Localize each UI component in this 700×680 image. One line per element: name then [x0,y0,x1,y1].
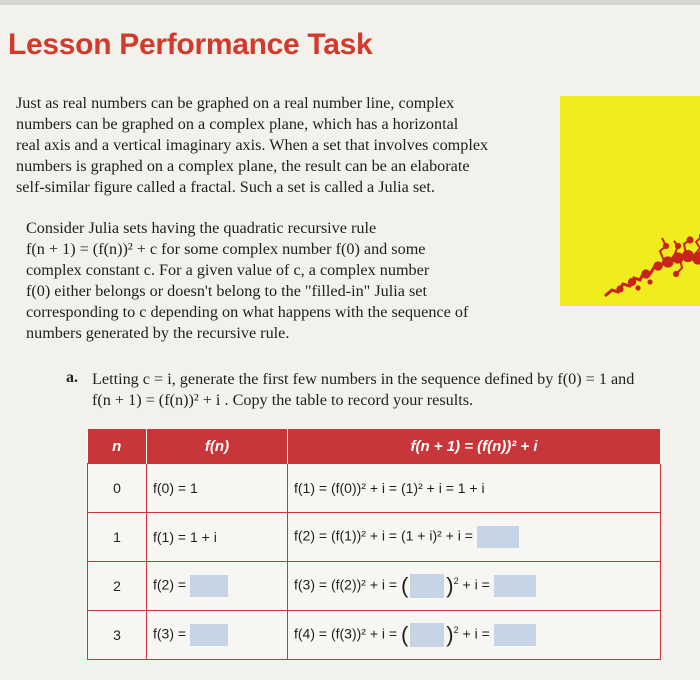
question-line: f(n + 1) = (f(n))² + i . Copy the table to record your results. [92,391,474,409]
fn-text: f(3) = [153,625,187,642]
rule-text: f(4) = (f(3))² + i = [294,625,398,642]
cell-n: 3 [88,611,147,660]
question-label: a. [66,369,78,386]
julia-line: f(n + 1) = (f(n))² + c for some complex number f(0) and some [26,240,426,258]
fractal-graphic [560,96,700,306]
column-header-n: n [88,429,147,464]
julia-line: numbers generated by the recursive rule. [26,324,290,342]
cell-rule [288,513,661,562]
cell-n: 1 [88,513,147,562]
julia-line: f(0) either belongs or doesn't belong to the "filled-in" Julia set [26,282,427,300]
julia-line: complex constant c. For a given value of c, a complex number [26,261,430,279]
intro-line: numbers is graphed on a complex plane, the result can be an elaborate [16,157,470,175]
rule-text: f(2) = (f(1))² + i = (1 + i)² + i = [294,527,473,544]
intro-line: self-similar figure called a fractal. Such a set is called a Julia set. [16,178,435,196]
results-table [87,429,661,660]
cell-n: 2 [88,562,147,611]
close-paren: ) [446,622,454,647]
cell-rule [288,611,661,660]
table-row [88,562,661,611]
answer-input-box[interactable] [410,623,444,647]
julia-line: Consider Julia sets having the quadratic recursive rule [26,219,377,237]
cell-fn [147,611,288,660]
answer-input-box[interactable] [494,624,536,646]
open-paren: ( [400,573,409,598]
column-header-fn: f(n) [147,429,288,464]
cell-rule: f(1) = (f(0))² + i = (1)² + i = 1 + i [288,464,661,513]
julia-fractal-image [560,96,700,306]
rule-text: f(3) = (f(2))² + i = [294,576,398,593]
page-title: Lesson Performance Task [8,28,373,61]
answer-input-box[interactable] [190,575,228,597]
rule-text: + i = [462,576,490,593]
table-header-row [88,429,661,464]
cell-fn: f(0) = 1 [147,464,288,513]
answer-input-box[interactable] [494,575,536,597]
intro-line: numbers can be graphed on a complex plane, which has a horizontal [16,115,459,133]
intro-line: real axis and a vertical imaginary axis. When a set that involves complex [16,136,489,154]
page-edge [0,0,700,5]
intro-line: Just as real numbers can be graphed on a real number line, complex [16,94,455,112]
table-row [88,611,661,660]
table-row [88,464,661,513]
cell-n: 0 [88,464,147,513]
question-line: Letting c = i, generate the first few numbers in the sequence defined by f(0) = 1 and [92,370,635,388]
exponent: 2 [453,576,459,587]
answer-input-box[interactable] [410,574,444,598]
open-paren: ( [400,622,409,647]
cell-rule [288,562,661,611]
table-row [88,513,661,562]
answer-input-box[interactable] [190,624,228,646]
cell-fn [147,562,288,611]
fn-text: f(2) = [153,576,187,593]
question-text [92,369,700,411]
julia-paragraph [26,218,546,344]
close-paren: ) [446,573,454,598]
rule-text: + i = [462,625,490,642]
column-header-rule: f(n + 1) = (f(n))² + i [288,429,661,464]
julia-line: corresponding to c depending on what happens with the sequence of [26,303,469,321]
cell-fn: f(1) = 1 + i [147,513,288,562]
intro-paragraph [16,93,556,198]
exponent: 2 [453,625,459,636]
answer-input-box[interactable] [477,526,519,548]
